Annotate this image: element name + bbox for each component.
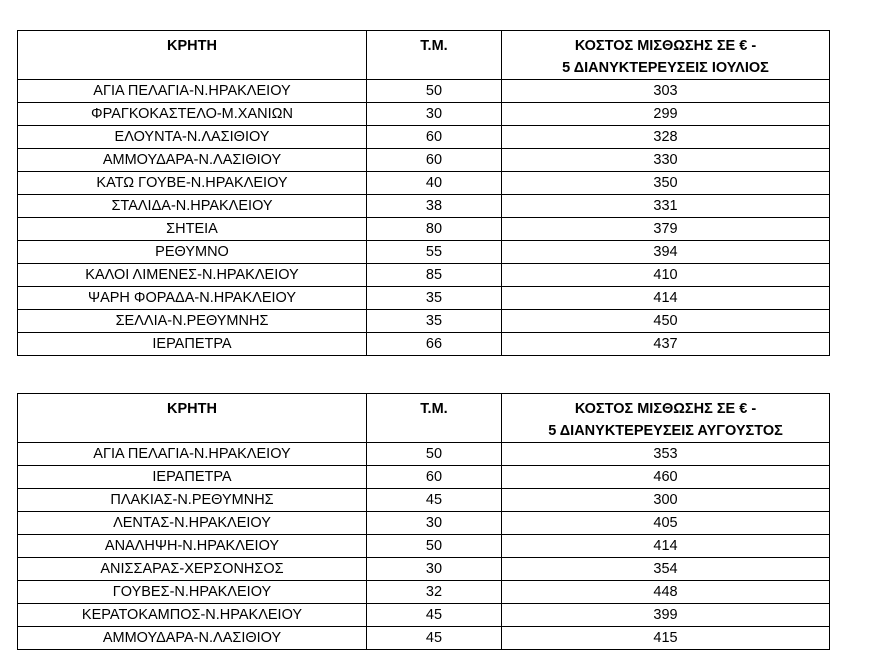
area-cell: 40 xyxy=(367,172,502,195)
area-cell: 60 xyxy=(367,149,502,172)
location-cell: ΙΕΡΑΠΕΤΡΑ xyxy=(18,466,367,489)
cost-cell: 448 xyxy=(502,581,830,604)
area-cell: 45 xyxy=(367,627,502,650)
table-row xyxy=(18,103,830,126)
table-row xyxy=(18,604,830,627)
location-cell: ΑΜΜΟΥΔΑΡΑ-Ν.ΛΑΣΙΘΙΟΥ xyxy=(18,149,367,172)
location-cell: ΑΓΙΑ ΠΕΛΑΓΙΑ-Ν.ΗΡΑΚΛΕΙΟΥ xyxy=(18,80,367,103)
area-cell: 45 xyxy=(367,489,502,512)
header-region: ΚΡΗΤΗ xyxy=(18,31,367,80)
location-cell: ΑΝΙΣΣΑΡΑΣ-ΧΕΡΣΟΝΗΣΟΣ xyxy=(18,558,367,581)
location-cell: ΑΝΑΛΗΨΗ-Ν.ΗΡΑΚΛΕΙΟΥ xyxy=(18,535,367,558)
table-row xyxy=(18,489,830,512)
header-cost-line2: 5 ΔΙΑΝΥΚΤΕΡΕΥΣΕΙΣ ΑΥΓΟΥΣΤΟΣ xyxy=(548,423,783,439)
table-row xyxy=(18,310,830,333)
table-row xyxy=(18,333,830,356)
table-row xyxy=(18,287,830,310)
table-row xyxy=(18,466,830,489)
cost-cell: 437 xyxy=(502,333,830,356)
location-cell: ΠΛΑΚΙΑΣ-Ν.ΡΕΘΥΜΝΗΣ xyxy=(18,489,367,512)
cost-cell: 353 xyxy=(502,443,830,466)
cost-cell: 394 xyxy=(502,241,830,264)
table-row xyxy=(18,443,830,466)
cost-cell: 399 xyxy=(502,604,830,627)
area-cell: 50 xyxy=(367,443,502,466)
area-cell: 30 xyxy=(367,103,502,126)
rental-table-august xyxy=(17,393,830,650)
area-cell: 80 xyxy=(367,218,502,241)
area-cell: 50 xyxy=(367,80,502,103)
cost-cell: 415 xyxy=(502,627,830,650)
table-row xyxy=(18,558,830,581)
location-cell: ΑΜΜΟΥΔΑΡΑ-Ν.ΛΑΣΙΘΙΟΥ xyxy=(18,627,367,650)
table-row xyxy=(18,581,830,604)
location-cell: ΛΕΝΤΑΣ-Ν.ΗΡΑΚΛΕΙΟΥ xyxy=(18,512,367,535)
area-cell: 60 xyxy=(367,126,502,149)
area-cell: 55 xyxy=(367,241,502,264)
cost-cell: 379 xyxy=(502,218,830,241)
table-row xyxy=(18,149,830,172)
cost-cell: 331 xyxy=(502,195,830,218)
table-header-row xyxy=(18,394,830,443)
area-cell: 66 xyxy=(367,333,502,356)
location-cell: ΕΛΟΥΝΤΑ-Ν.ΛΑΣΙΘΙΟΥ xyxy=(18,126,367,149)
cost-cell: 410 xyxy=(502,264,830,287)
cost-cell: 450 xyxy=(502,310,830,333)
cost-cell: 303 xyxy=(502,80,830,103)
area-cell: 30 xyxy=(367,512,502,535)
location-cell: ΙΕΡΑΠΕΤΡΑ xyxy=(18,333,367,356)
cost-cell: 405 xyxy=(502,512,830,535)
area-cell: 60 xyxy=(367,466,502,489)
rental-table-july xyxy=(17,30,830,356)
table-row xyxy=(18,264,830,287)
header-area: Τ.Μ. xyxy=(367,394,502,443)
area-cell: 32 xyxy=(367,581,502,604)
cost-cell: 350 xyxy=(502,172,830,195)
table-row xyxy=(18,195,830,218)
table-row xyxy=(18,126,830,149)
location-cell: ΦΡΑΓΚΟΚΑΣΤΕΛΟ-Μ.ΧΑΝΙΩΝ xyxy=(18,103,367,126)
location-cell: ΨΑΡΗ ΦΟΡΑΔΑ-Ν.ΗΡΑΚΛΕΙΟΥ xyxy=(18,287,367,310)
location-cell: ΡΕΘΥΜΝΟ xyxy=(18,241,367,264)
area-cell: 38 xyxy=(367,195,502,218)
area-cell: 50 xyxy=(367,535,502,558)
table-row xyxy=(18,535,830,558)
header-cost-line1: ΚΟΣΤΟΣ ΜΙΣΘΩΣΗΣ ΣΕ € - xyxy=(574,38,757,54)
area-cell: 45 xyxy=(367,604,502,627)
table-row xyxy=(18,241,830,264)
header-cost-line2: 5 ΔΙΑΝΥΚΤΕΡΕΥΣΕΙΣ ΙΟΥΛΙΟΣ xyxy=(562,60,769,76)
header-cost xyxy=(502,31,830,80)
table-row xyxy=(18,218,830,241)
cost-cell: 330 xyxy=(502,149,830,172)
header-region: ΚΡΗΤΗ xyxy=(18,394,367,443)
location-cell: ΣΕΛΛΙΑ-Ν.ΡΕΘΥΜΝΗΣ xyxy=(18,310,367,333)
area-cell: 85 xyxy=(367,264,502,287)
cost-cell: 354 xyxy=(502,558,830,581)
cost-cell: 460 xyxy=(502,466,830,489)
area-cell: 35 xyxy=(367,310,502,333)
location-cell: ΚΑΤΩ ΓΟΥΒΕ-Ν.ΗΡΑΚΛΕΙΟΥ xyxy=(18,172,367,195)
table-row xyxy=(18,172,830,195)
header-cost xyxy=(502,394,830,443)
location-cell: ΓΟΥΒΕΣ-Ν.ΗΡΑΚΛΕΙΟΥ xyxy=(18,581,367,604)
header-cost-line1: ΚΟΣΤΟΣ ΜΙΣΘΩΣΗΣ ΣΕ € - xyxy=(574,401,757,417)
cost-cell: 300 xyxy=(502,489,830,512)
location-cell: ΣΗΤΕΙΑ xyxy=(18,218,367,241)
cost-cell: 299 xyxy=(502,103,830,126)
location-cell: ΚΕΡΑΤΟΚΑΜΠΟΣ-Ν.ΗΡΑΚΛΕΙΟΥ xyxy=(18,604,367,627)
header-area: Τ.Μ. xyxy=(367,31,502,80)
cost-cell: 414 xyxy=(502,535,830,558)
table-row xyxy=(18,80,830,103)
cost-cell: 328 xyxy=(502,126,830,149)
location-cell: ΚΑΛΟΙ ΛΙΜΕΝΕΣ-Ν.ΗΡΑΚΛΕΙΟΥ xyxy=(18,264,367,287)
cost-cell: 414 xyxy=(502,287,830,310)
table-row xyxy=(18,627,830,650)
table-row xyxy=(18,512,830,535)
area-cell: 35 xyxy=(367,287,502,310)
table-header-row xyxy=(18,31,830,80)
location-cell: ΑΓΙΑ ΠΕΛΑΓΙΑ-Ν.ΗΡΑΚΛΕΙΟΥ xyxy=(18,443,367,466)
area-cell: 30 xyxy=(367,558,502,581)
location-cell: ΣΤΑΛΙΔΑ-Ν.ΗΡΑΚΛΕΙΟΥ xyxy=(18,195,367,218)
